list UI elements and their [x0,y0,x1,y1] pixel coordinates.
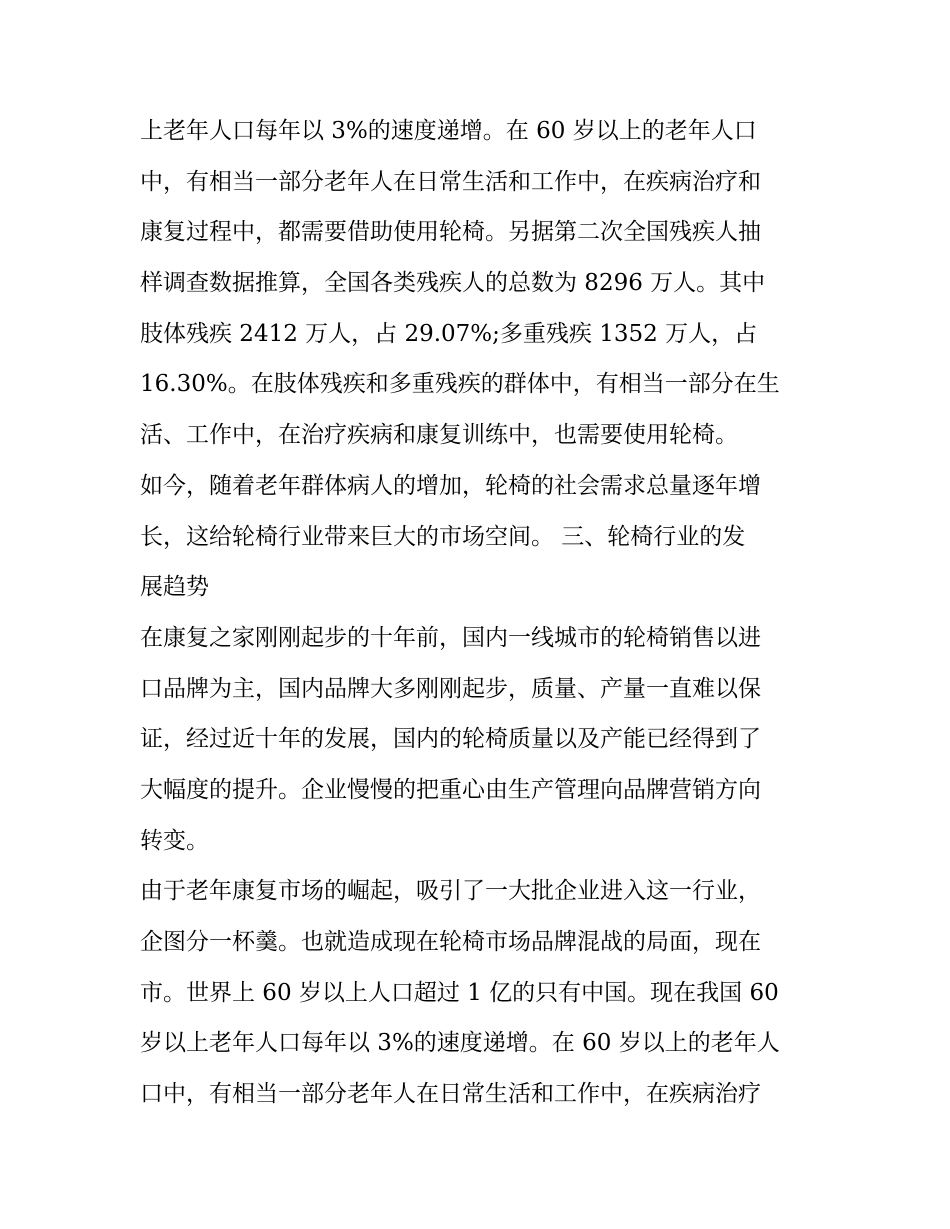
text-line: 岁以上老年人口每年以 3%的速度递增。在 60 岁以上的老年人 [140,1030,780,1057]
text-line: 企图分一杯羹。也就造成现在轮椅市场品牌混战的局面，现在 [140,929,761,955]
section-heading-line: 展趋势 [140,574,209,601]
text-line: 证，经过近十年的发展，国内的轮椅质量以及产能已经得到了 [140,726,761,753]
text-line: 样调查数据推算，全国各类残疾人的总数为 8296 万人。其中 [140,270,766,297]
text-line: 大幅度的提升。企业慢慢的把重心由生产管理向品牌营销方向 [140,776,761,803]
text-line: 市。世界上 60 岁以上人口超过 1 亿的只有中国。现在我国 60 [140,979,779,1006]
text-line: 康复过程中，都需要借助使用轮椅。另据第二次全国残疾人抽 [140,219,761,246]
text-line: 转变。 [140,827,209,854]
text-line: 上老年人口每年以 3%的速度递增。在 60 岁以上的老年人口 [140,118,757,144]
body-text [140,106,820,1120]
text-line: 由于老年康复市场的崛起，吸引了一大批企业进入这一行业， [140,878,761,905]
text-line: 活、工作中，在治疗疾病和康复训练中，也需要使用轮椅。 [140,422,738,449]
text-line: 长，这给轮椅行业带来巨大的市场空间。 三、轮椅行业的发 [140,523,746,550]
text-line: 肢体残疾 2412 万人，占 29.07%;多重残疾 1352 万人，占 [140,320,758,347]
text-line: 16.30%。在肢体残疾和多重残疾的群体中，有相当一部分在生 [140,371,780,398]
text-line: 中，有相当一部分老年人在日常生活和工作中，在疾病治疗和 [140,168,761,195]
text-line: 如今，随着老年群体病人的增加，轮椅的社会需求总量逐年增 [140,472,761,499]
text-line: 口品牌为主，国内品牌大多刚刚起步，质量、产量一直难以保 [140,675,761,702]
text-line: 在康复之家刚刚起步的十年前，国内一线城市的轮椅销售以进 [140,624,761,651]
text-line: 口中，有相当一部分老年人在日常生活和工作中，在疾病治疗 [140,1081,761,1108]
